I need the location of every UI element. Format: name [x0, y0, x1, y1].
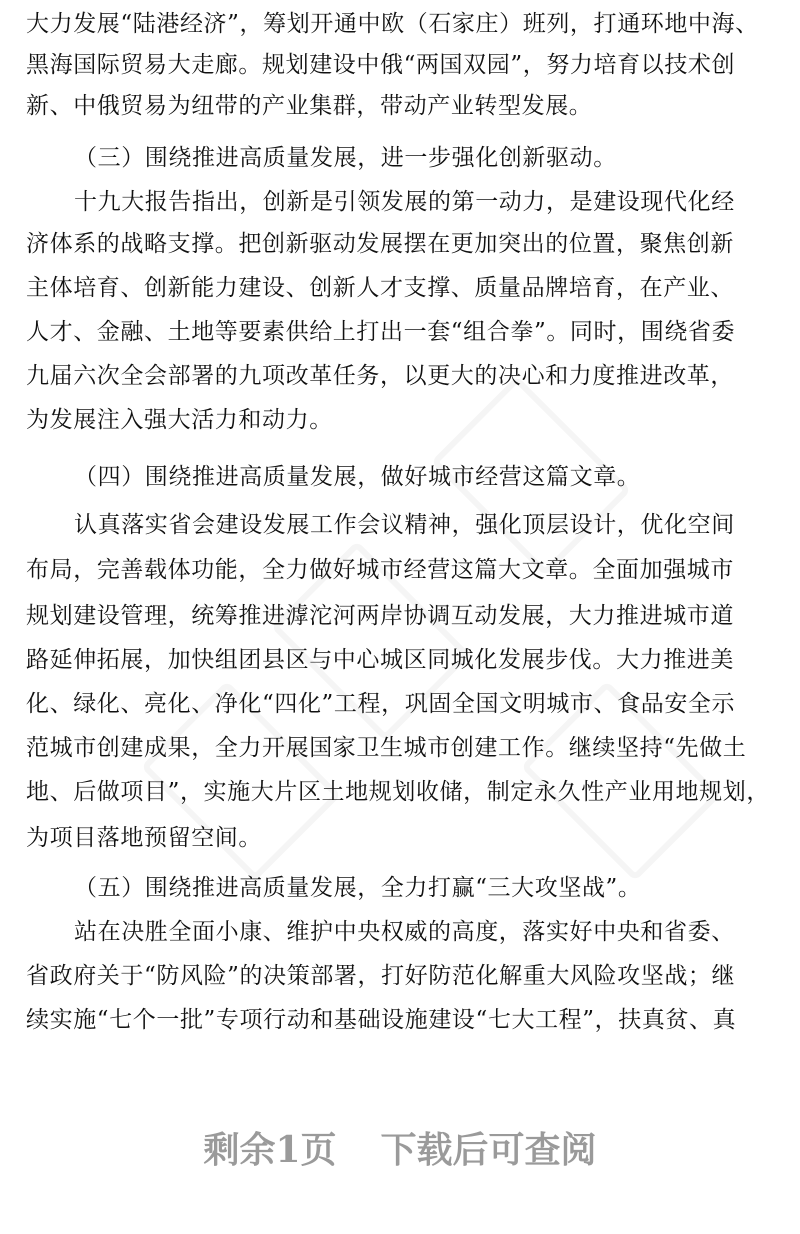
text-line: 地、后做项目”，实施大片区土地规划收储，制定永久性产业用地规划，	[26, 779, 770, 805]
section-heading: （五）围绕推进高质量发展，全力打赢“三大攻坚战”。	[74, 875, 642, 901]
text-line: 黑海国际贸易大走廊。规划建设中俄“两国双园”，努力培育以技术创	[26, 52, 736, 78]
text-line: 济体系的战略支撑。把创新驱动发展摆在更加突出的位置，聚焦创新	[26, 231, 734, 257]
text-line: 十九大报告指出，创新是引领发展的第一动力，是建设现代化经	[74, 189, 735, 215]
text-line: 大力发展“陆港经济”，筹划开通中欧（石家庄）班列，打通环地中海、	[26, 11, 759, 37]
text-line: 认真落实省会建设发展工作会议精神，强化顶层设计，优化空间	[74, 512, 735, 538]
download-prompt[interactable]	[0, 1120, 800, 1180]
download-hint-label: 下载后可查阅	[380, 1129, 597, 1171]
text-line: 站在决胜全面小康、维护中央权威的高度，落实好中央和省委、	[74, 919, 735, 945]
text-line: 续实施“七个一批”专项行动和基础设施建设“七大工程”，扶真贫、真	[26, 1007, 737, 1033]
text-line: 主体培育、创新能力建设、创新人才支撑、质量品牌培育，在产业、	[26, 275, 734, 301]
remaining-pages-label: 剩余1页	[203, 1129, 337, 1171]
text-line: 规划建设管理，统筹推进滹沱河两岸协调互动发展，大力推进城市道	[26, 603, 734, 629]
text-line: 为项目落地预留空间。	[26, 825, 262, 851]
text-line: 路延伸拓展，加快组团县区与中心城区同城化发展步伐。大力推进美	[26, 647, 734, 673]
text-line: 范城市创建成果，全力开展国家卫生城市创建工作。继续坚持“先做土	[26, 735, 747, 761]
section-heading: （三）围绕推进高质量发展，进一步强化创新驱动。	[74, 145, 617, 171]
section-heading: （四）围绕推进高质量发展，做好城市经营这篇文章。	[74, 464, 641, 490]
text-line: 人才、金融、土地等要素供给上打出一套“组合拳”。同时，围绕省委	[26, 319, 736, 345]
text-line: 新、中俄贸易为纽带的产业集群，带动产业转型发展。	[26, 93, 593, 119]
text-line: 化、绿化、亮化、净化“四化”工程，巩固全国文明城市、食品安全示	[26, 691, 736, 717]
text-line: 九届六次全会部署的九项改革任务，以更大的决心和力度推进改革，	[26, 363, 734, 389]
text-line: 省政府关于“防风险”的决策部署，打好防范化解重大风险攻坚战；继	[26, 963, 736, 989]
text-line: 为发展注入强大活力和动力。	[26, 407, 333, 433]
text-line: 布局，完善载体功能，全力做好城市经营这篇大文章。全面加强城市	[26, 557, 734, 583]
